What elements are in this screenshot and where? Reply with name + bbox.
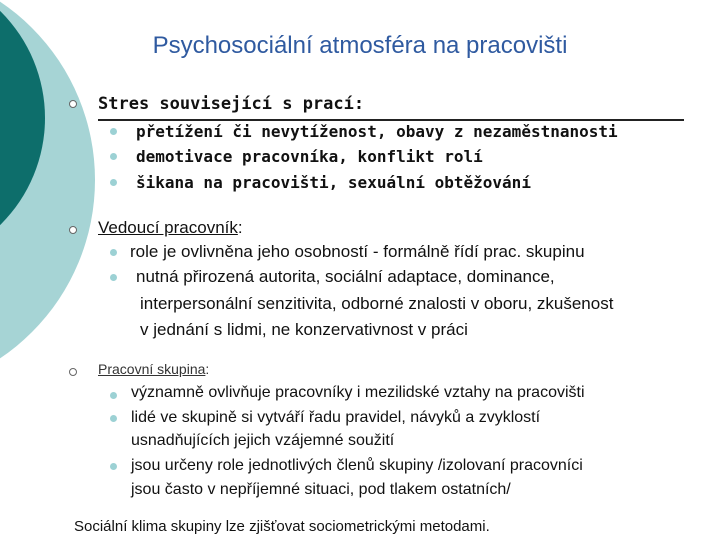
list-item: přetížení či nevytíženost, obavy z nezaměstnanosti <box>136 122 618 141</box>
bullet-dot-icon <box>110 463 117 470</box>
section-bullet-icon <box>69 368 77 376</box>
list-item: lidé ve skupině si vytváří řadu pravidel, návyků a zvyklostí <box>131 409 541 426</box>
bullet-dot-icon <box>110 415 117 422</box>
section-heading-group: Pracovní skupina: <box>98 361 210 377</box>
section-bullet-icon <box>69 226 77 234</box>
section-heading-manager: Vedoucí pracovník: <box>98 218 243 237</box>
list-item-continuation: v jednání s lidmi, ne konzervativnost v práci <box>140 320 468 339</box>
list-item: jsou určeny role jednotlivých členů skupiny /izolovaní pracovníci <box>131 457 583 474</box>
bullet-dot-icon <box>110 128 117 135</box>
list-item: demotivace pracovníka, konflikt rolí <box>136 147 483 166</box>
slide-title: Psychosociální atmosféra na pracovišti <box>152 32 568 59</box>
list-item-continuation: jsou často v nepříjemné situaci, pod tlakem ostatních/ <box>131 481 511 498</box>
bullet-dot-icon <box>110 392 117 399</box>
bullet-dot-icon <box>110 274 117 281</box>
list-item: šikana na pracovišti, sexuální obtěžování <box>136 173 531 192</box>
list-item: významně ovlivňuje pracovníky i mezilidské vztahy na pracovišti <box>131 384 585 401</box>
list-item-continuation: interpersonální senzitivita, odborné znalosti v oboru, zkušenost <box>140 294 614 313</box>
list-item: nutná přirozená autorita, sociální adaptace, dominance, <box>136 267 555 286</box>
list-item: role je ovlivněna jeho osobností - formálně řídí prac. skupinu <box>130 242 585 261</box>
bullet-dot-icon <box>110 153 117 160</box>
heading-underline <box>98 119 684 121</box>
decorative-background-circles <box>0 0 110 540</box>
bullet-dot-icon <box>110 179 117 186</box>
footer-note: Sociální klima skupiny lze zjišťovat sociometrickými metodami. <box>74 518 490 535</box>
section-bullet-icon <box>69 100 77 108</box>
bullet-dot-icon <box>110 249 117 256</box>
section-heading-stress: Stres související s prací: <box>98 94 365 114</box>
list-item-continuation: usnadňujících jejich vzájemné soužití <box>131 432 395 449</box>
